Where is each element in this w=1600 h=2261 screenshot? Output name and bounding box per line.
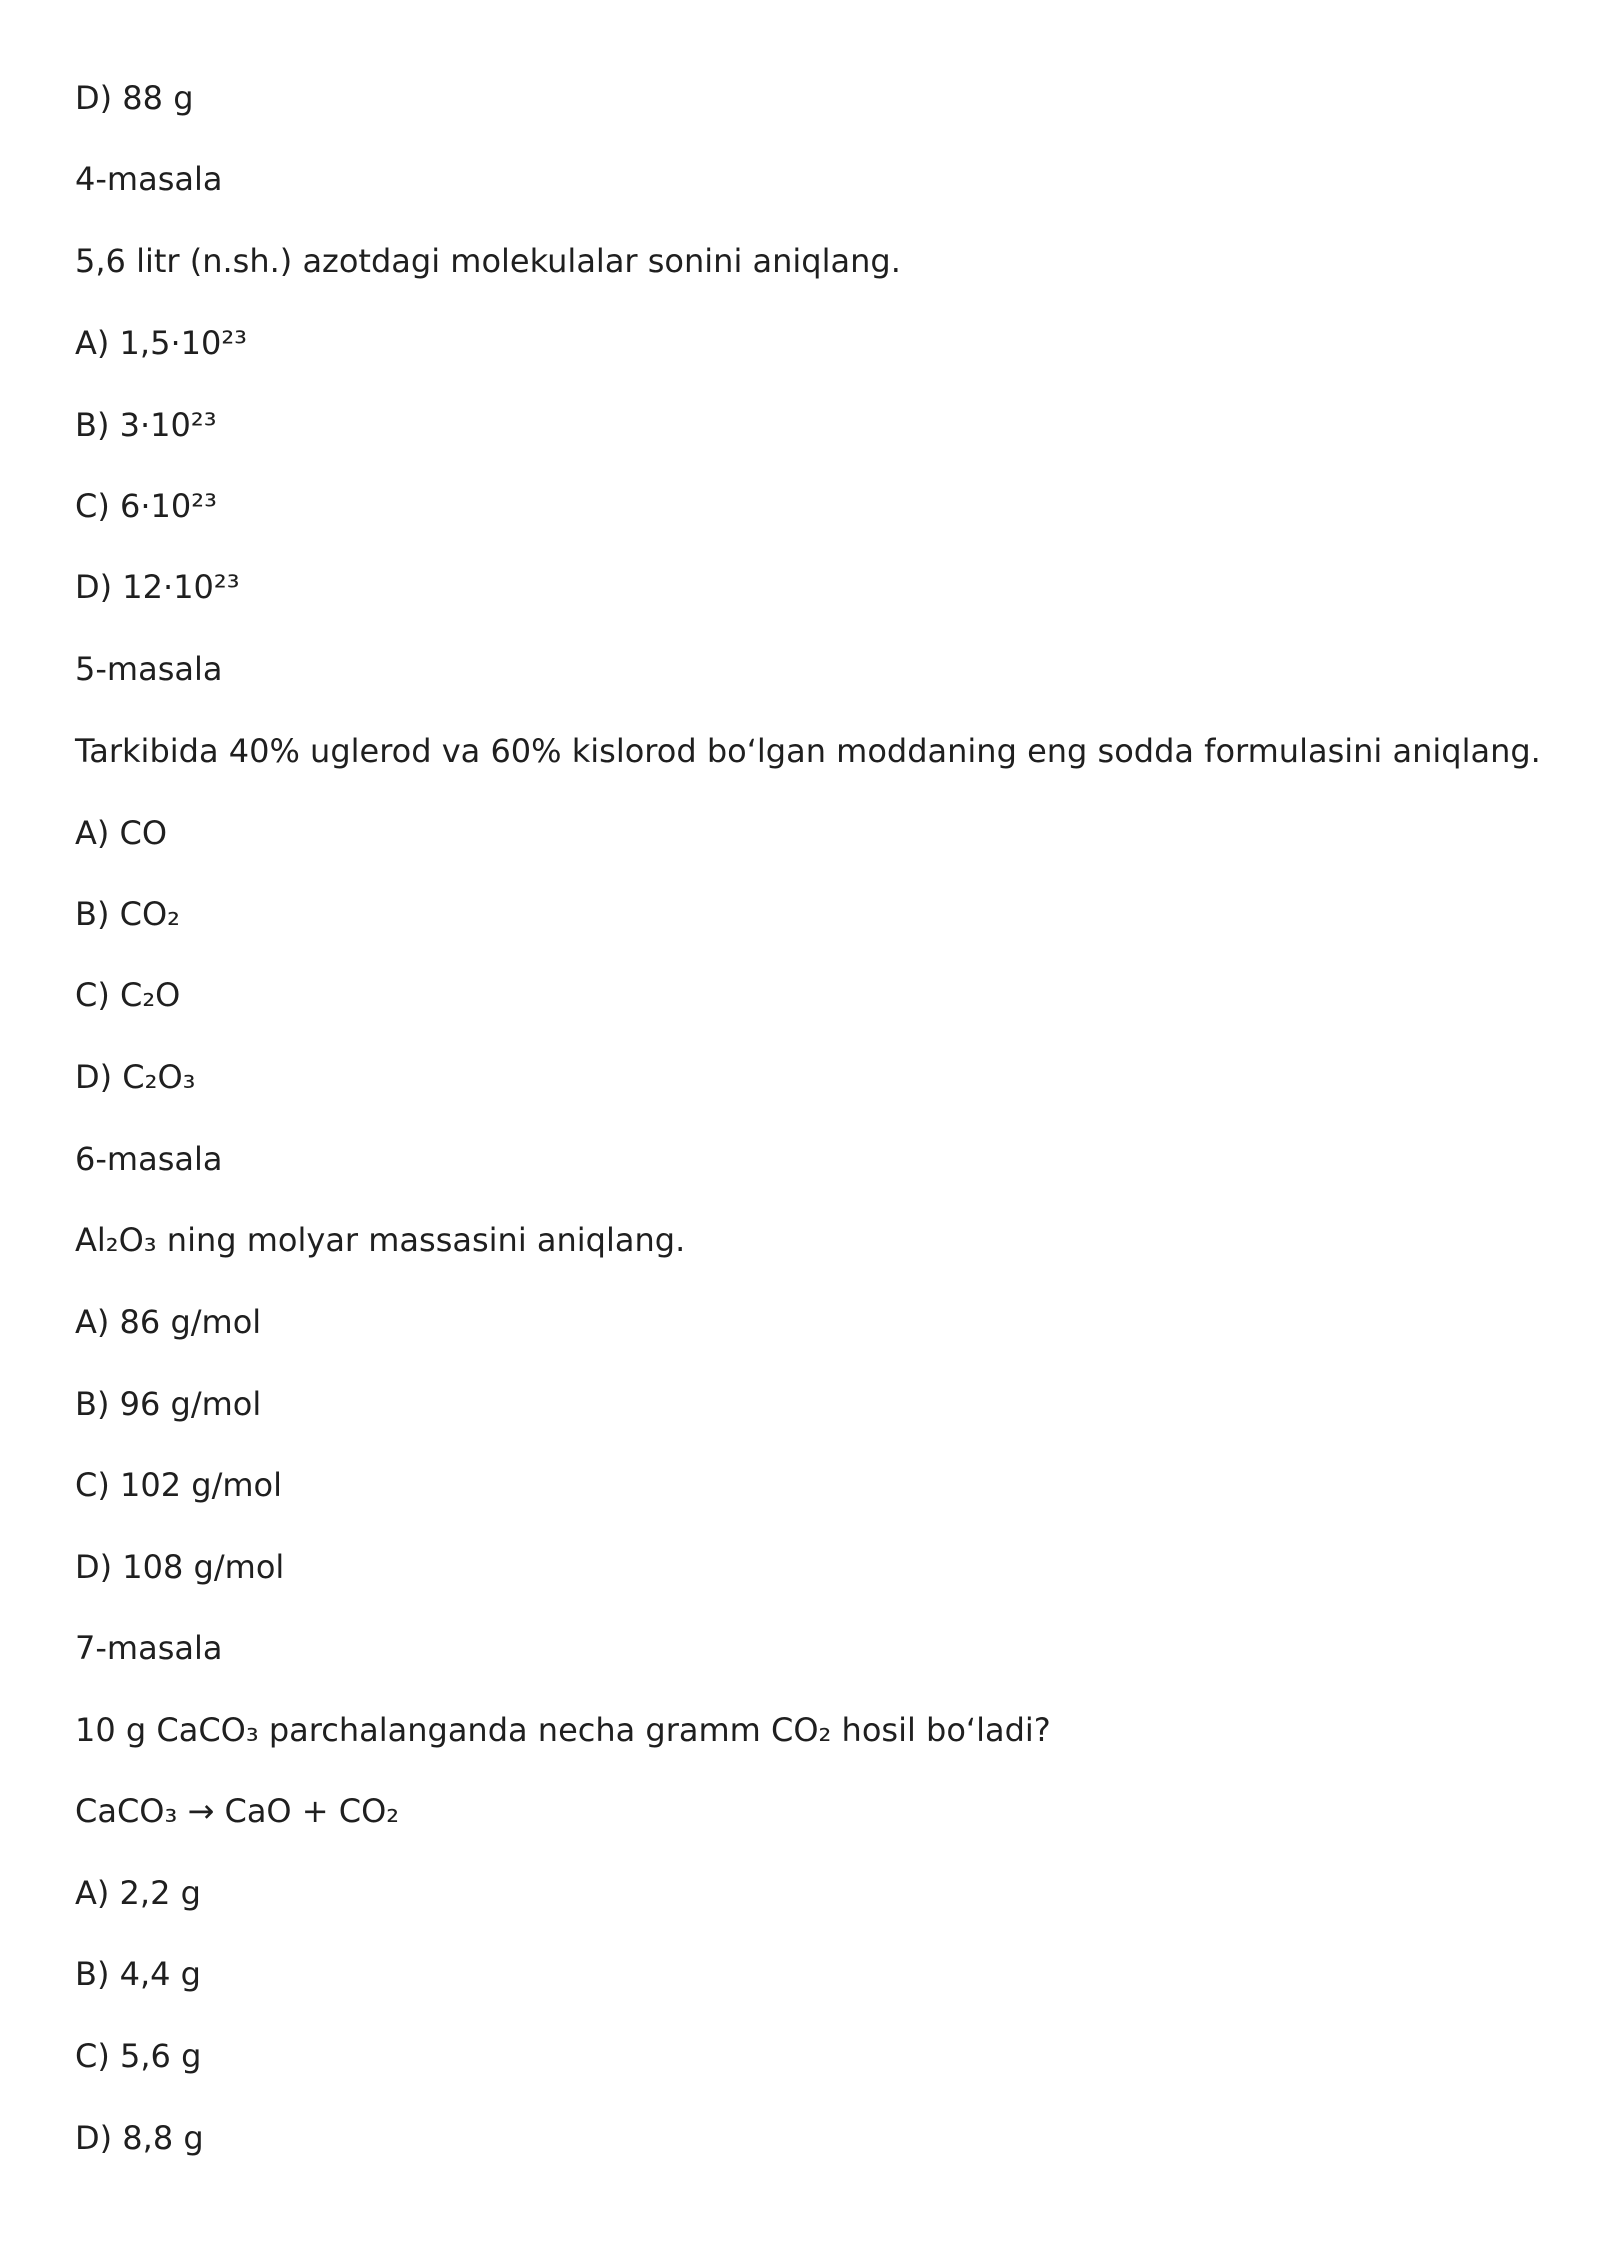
problem-question: Al₂O₃ ning molyar massasini aniqlang. [75,1221,686,1259]
answer-option: A) 2,2 g [75,1874,201,1912]
answer-option: D) C₂O₃ [75,1058,196,1096]
problem-question: 10 g CaCO₃ parchalanganda necha gramm CO₂ hosil boʻladi? [75,1711,1051,1749]
problem-heading: 7-masala [75,1629,223,1667]
problem-question: 5,6 litr (n.sh.) azotdagi molekulalar sonini aniqlang. [75,242,901,280]
problem-question: Tarkibida 40% uglerod va 60% kislorod boʻlgan moddaning eng sodda formulasini aniqlang. [75,732,1541,770]
answer-option: C) 6·10²³ [75,487,217,525]
answer-option: A) 1,5·10²³ [75,324,247,362]
answer-option: B) 3·10²³ [75,406,217,444]
answer-option: B) 96 g/mol [75,1385,262,1423]
answer-option: C) 5,6 g [75,2037,202,2075]
answer-option: A) CO [75,814,168,852]
problem-heading: 6-masala [75,1140,223,1178]
answer-option: B) CO₂ [75,895,180,933]
answer-option: D) 8,8 g [75,2119,204,2157]
answer-option: D) 88 g [75,79,194,117]
answer-option: A) 86 g/mol [75,1303,262,1341]
reaction-equation: CaCO₃ → CaO + CO₂ [75,1792,400,1830]
problem-heading: 5-masala [75,650,223,688]
answer-option: D) 12·10²³ [75,568,240,606]
problem-heading: 4-masala [75,160,223,198]
answer-option: D) 108 g/mol [75,1548,285,1586]
answer-option: B) 4,4 g [75,1955,201,1993]
answer-option: C) C₂O [75,976,181,1014]
answer-option: C) 102 g/mol [75,1466,282,1504]
